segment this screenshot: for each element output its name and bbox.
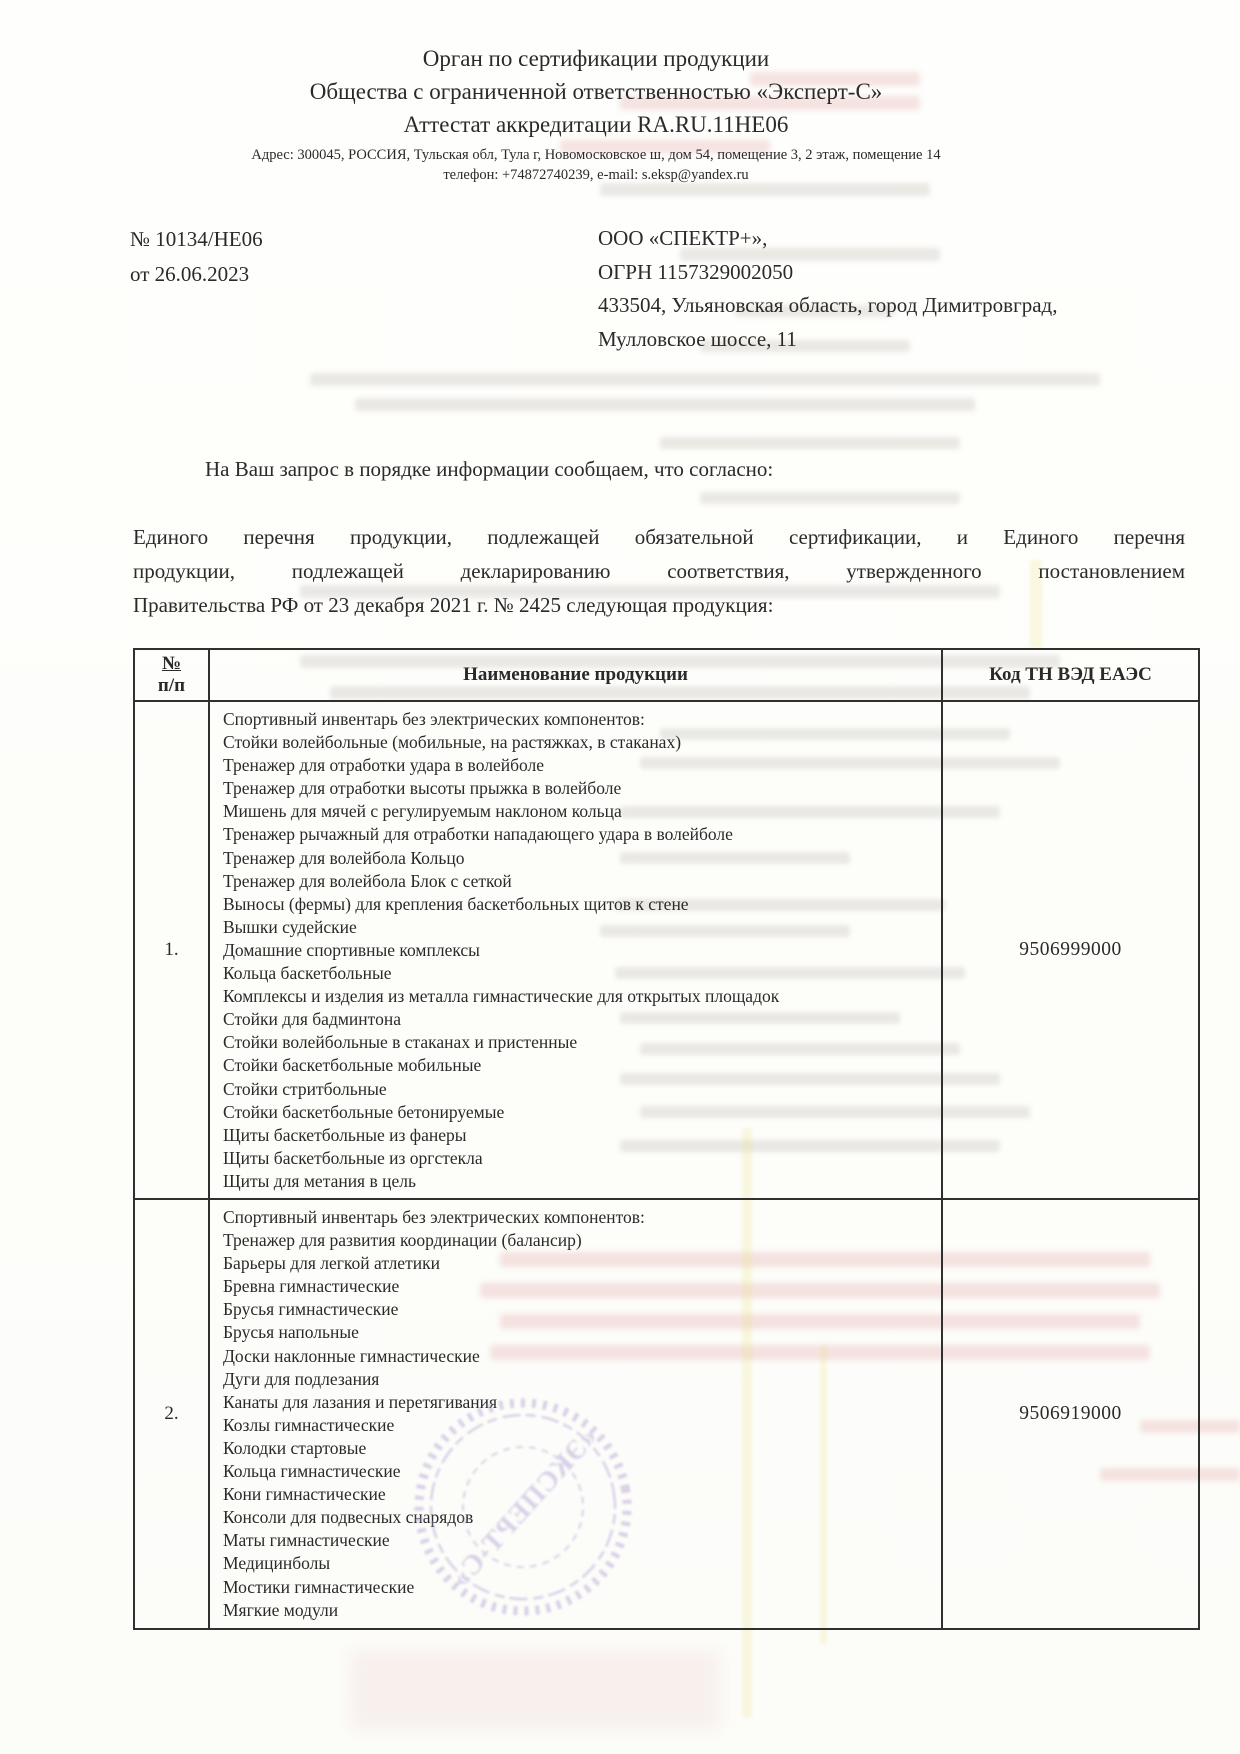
product-item: Тренажер для развития координации (балансир) bbox=[223, 1230, 582, 1251]
bleed-through-artifact bbox=[350, 1650, 720, 1730]
products-table bbox=[133, 648, 1200, 1630]
product-item: Мишень для мячей с регулируемым наклоном кольца bbox=[223, 801, 622, 822]
product-item: Домашние спортивные комплексы bbox=[223, 939, 480, 960]
header-tnved-label: Код ТН ВЭД ЕАЭС bbox=[989, 664, 1152, 685]
product-item: Стойки для бадминтона bbox=[223, 1009, 401, 1030]
product-item: Тренажер для отработки удара в волейболе bbox=[223, 755, 544, 776]
product-item: Тренажер для волейбола Блок с сеткой bbox=[223, 870, 512, 891]
product-item: Барьеры для легкой атлетики bbox=[223, 1253, 440, 1274]
org-address-line: Адрес: 300045, РОССИЯ, Тульская обл, Тула г, Новомосковское ш, дом 54, помещение 3, 2 этаж, помещение 14 bbox=[251, 147, 941, 163]
body-line-1: Единого перечня продукции, подлежащей обязательной сертификации, и Единого перечня bbox=[133, 525, 1185, 549]
stamp-text: «ЭКСПЕРТ-С» bbox=[444, 1421, 604, 1595]
recipient-ogrn: ОГРН 1157329002050 bbox=[598, 259, 794, 284]
body-paragraph bbox=[133, 520, 1185, 622]
body-line-3: Правительства РФ от 23 декабря 2021 г. № 2425 следующая продукция: bbox=[133, 593, 774, 617]
row-number-cell bbox=[135, 1200, 210, 1628]
table-row bbox=[135, 1198, 1198, 1628]
product-item: Мостики гимнастические bbox=[223, 1576, 415, 1597]
row-number: 2. bbox=[164, 1403, 179, 1424]
bleed-through-artifact bbox=[660, 437, 960, 449]
product-item: Канаты для лазания и перетягивания bbox=[223, 1391, 498, 1412]
product-item: Комплексы и изделия из металла гимнастические для открытых площадок bbox=[223, 986, 780, 1007]
tnved-code: 9506999000 bbox=[1019, 939, 1122, 960]
tnved-code: 9506919000 bbox=[1019, 1403, 1122, 1424]
product-item: Щиты баскетбольные из фанеры bbox=[223, 1124, 467, 1145]
product-item: Брусья напольные bbox=[223, 1322, 359, 1343]
product-item: Спортивный инвентарь без электрических компонентов: bbox=[223, 1207, 645, 1227]
row-number: 1. bbox=[164, 939, 179, 960]
bleed-through-artifact bbox=[700, 492, 960, 504]
product-item: Дуги для подлезания bbox=[223, 1368, 380, 1389]
product-item: Кони гимнастические bbox=[223, 1484, 386, 1505]
tnved-code-cell bbox=[943, 1200, 1198, 1628]
product-item: Тренажер для волейбола Кольцо bbox=[223, 847, 465, 868]
product-list-cell bbox=[210, 702, 943, 1198]
tnved-code-cell bbox=[943, 702, 1198, 1198]
org-title-line1: Орган по сертификации продукции bbox=[422, 46, 770, 71]
letter-date: от 26.06.2023 bbox=[130, 262, 250, 286]
recipient-name: ООО «СПЕКТР+», bbox=[598, 226, 768, 250]
product-item: Щиты баскетбольные из оргстекла bbox=[223, 1147, 483, 1168]
product-item: Спортивный инвентарь без электрических компонентов: bbox=[223, 709, 645, 729]
product-item: Стойки стритбольные bbox=[223, 1078, 387, 1099]
product-item: Бревна гимнастические bbox=[223, 1276, 400, 1297]
product-item: Колодки стартовые bbox=[223, 1437, 367, 1458]
product-item: Доски наклонные гимнастические bbox=[223, 1345, 480, 1366]
product-item: Медицинболы bbox=[223, 1553, 331, 1574]
product-item: Стойки баскетбольные мобильные bbox=[223, 1055, 482, 1076]
org-contacts-line: телефон: +74872740239, e-mail: s.eksp@yandex.ru bbox=[443, 167, 749, 183]
row-number-cell bbox=[135, 702, 210, 1198]
reference-block bbox=[130, 222, 263, 292]
body-line-2: продукции, подлежащей декларированию соответствия, утвержденного постановлением bbox=[133, 559, 1185, 583]
header-cell-number bbox=[135, 650, 210, 700]
bleed-through-artifact bbox=[310, 373, 1100, 386]
table-header-row bbox=[135, 650, 1198, 700]
product-item: Маты гимнастические bbox=[223, 1530, 390, 1551]
product-item: Мягкие модули bbox=[223, 1599, 339, 1620]
product-item: Кольца гимнастические bbox=[223, 1461, 401, 1482]
org-title-line2: Общества с ограниченной ответственностью «Эксперт-С» bbox=[309, 79, 883, 104]
accreditation-line: Аттестат аккредитации RA.RU.11НЕ06 bbox=[403, 112, 789, 137]
table-row bbox=[135, 700, 1198, 1198]
product-item: Стойки волейбольные в стаканах и пристенные bbox=[223, 1032, 578, 1053]
recipient-address-line2: Мулловское шоссе, 11 bbox=[598, 326, 797, 351]
product-item: Стойки баскетбольные бетонируемые bbox=[223, 1101, 505, 1122]
product-list-cell bbox=[210, 1200, 943, 1628]
recipient-address-line1: 433504, Ульяновская область, город Димитровград, bbox=[598, 293, 1058, 317]
header-cell-tnved-code bbox=[943, 650, 1198, 700]
header-cell-product-name bbox=[210, 650, 943, 700]
product-item: Стойки волейбольные (мобильные, на растяжках, в стаканах) bbox=[223, 732, 682, 753]
product-item: Тренажер рычажный для отработки нападающего удара в волейболе bbox=[223, 824, 733, 845]
product-item: Консоли для подвесных снарядов bbox=[223, 1507, 474, 1528]
recipient-block bbox=[598, 222, 1057, 356]
product-item: Выносы (фермы) для крепления баскетбольных щитов к стене bbox=[223, 893, 689, 914]
product-item: Брусья гимнастические bbox=[223, 1299, 399, 1320]
product-item: Козлы гимнастические bbox=[223, 1414, 395, 1435]
letterhead bbox=[0, 42, 1192, 185]
letter-number: № 10134/НЕ06 bbox=[130, 227, 263, 251]
product-item: Кольца баскетбольные bbox=[223, 963, 392, 984]
product-item: Тренажер для отработки высоты прыжка в волейболе bbox=[223, 778, 622, 799]
product-item: Щиты для метания в цель bbox=[223, 1170, 416, 1191]
product-item: Вышки судейские bbox=[223, 916, 357, 937]
header-number-bottom: п/п bbox=[157, 675, 186, 696]
intro-sentence: На Ваш запрос в порядке информации сообщаем, что согласно: bbox=[205, 457, 774, 481]
header-product-name-label: Наименование продукции bbox=[463, 664, 688, 685]
bleed-through-artifact bbox=[355, 398, 975, 411]
header-number-top: № bbox=[161, 653, 182, 674]
